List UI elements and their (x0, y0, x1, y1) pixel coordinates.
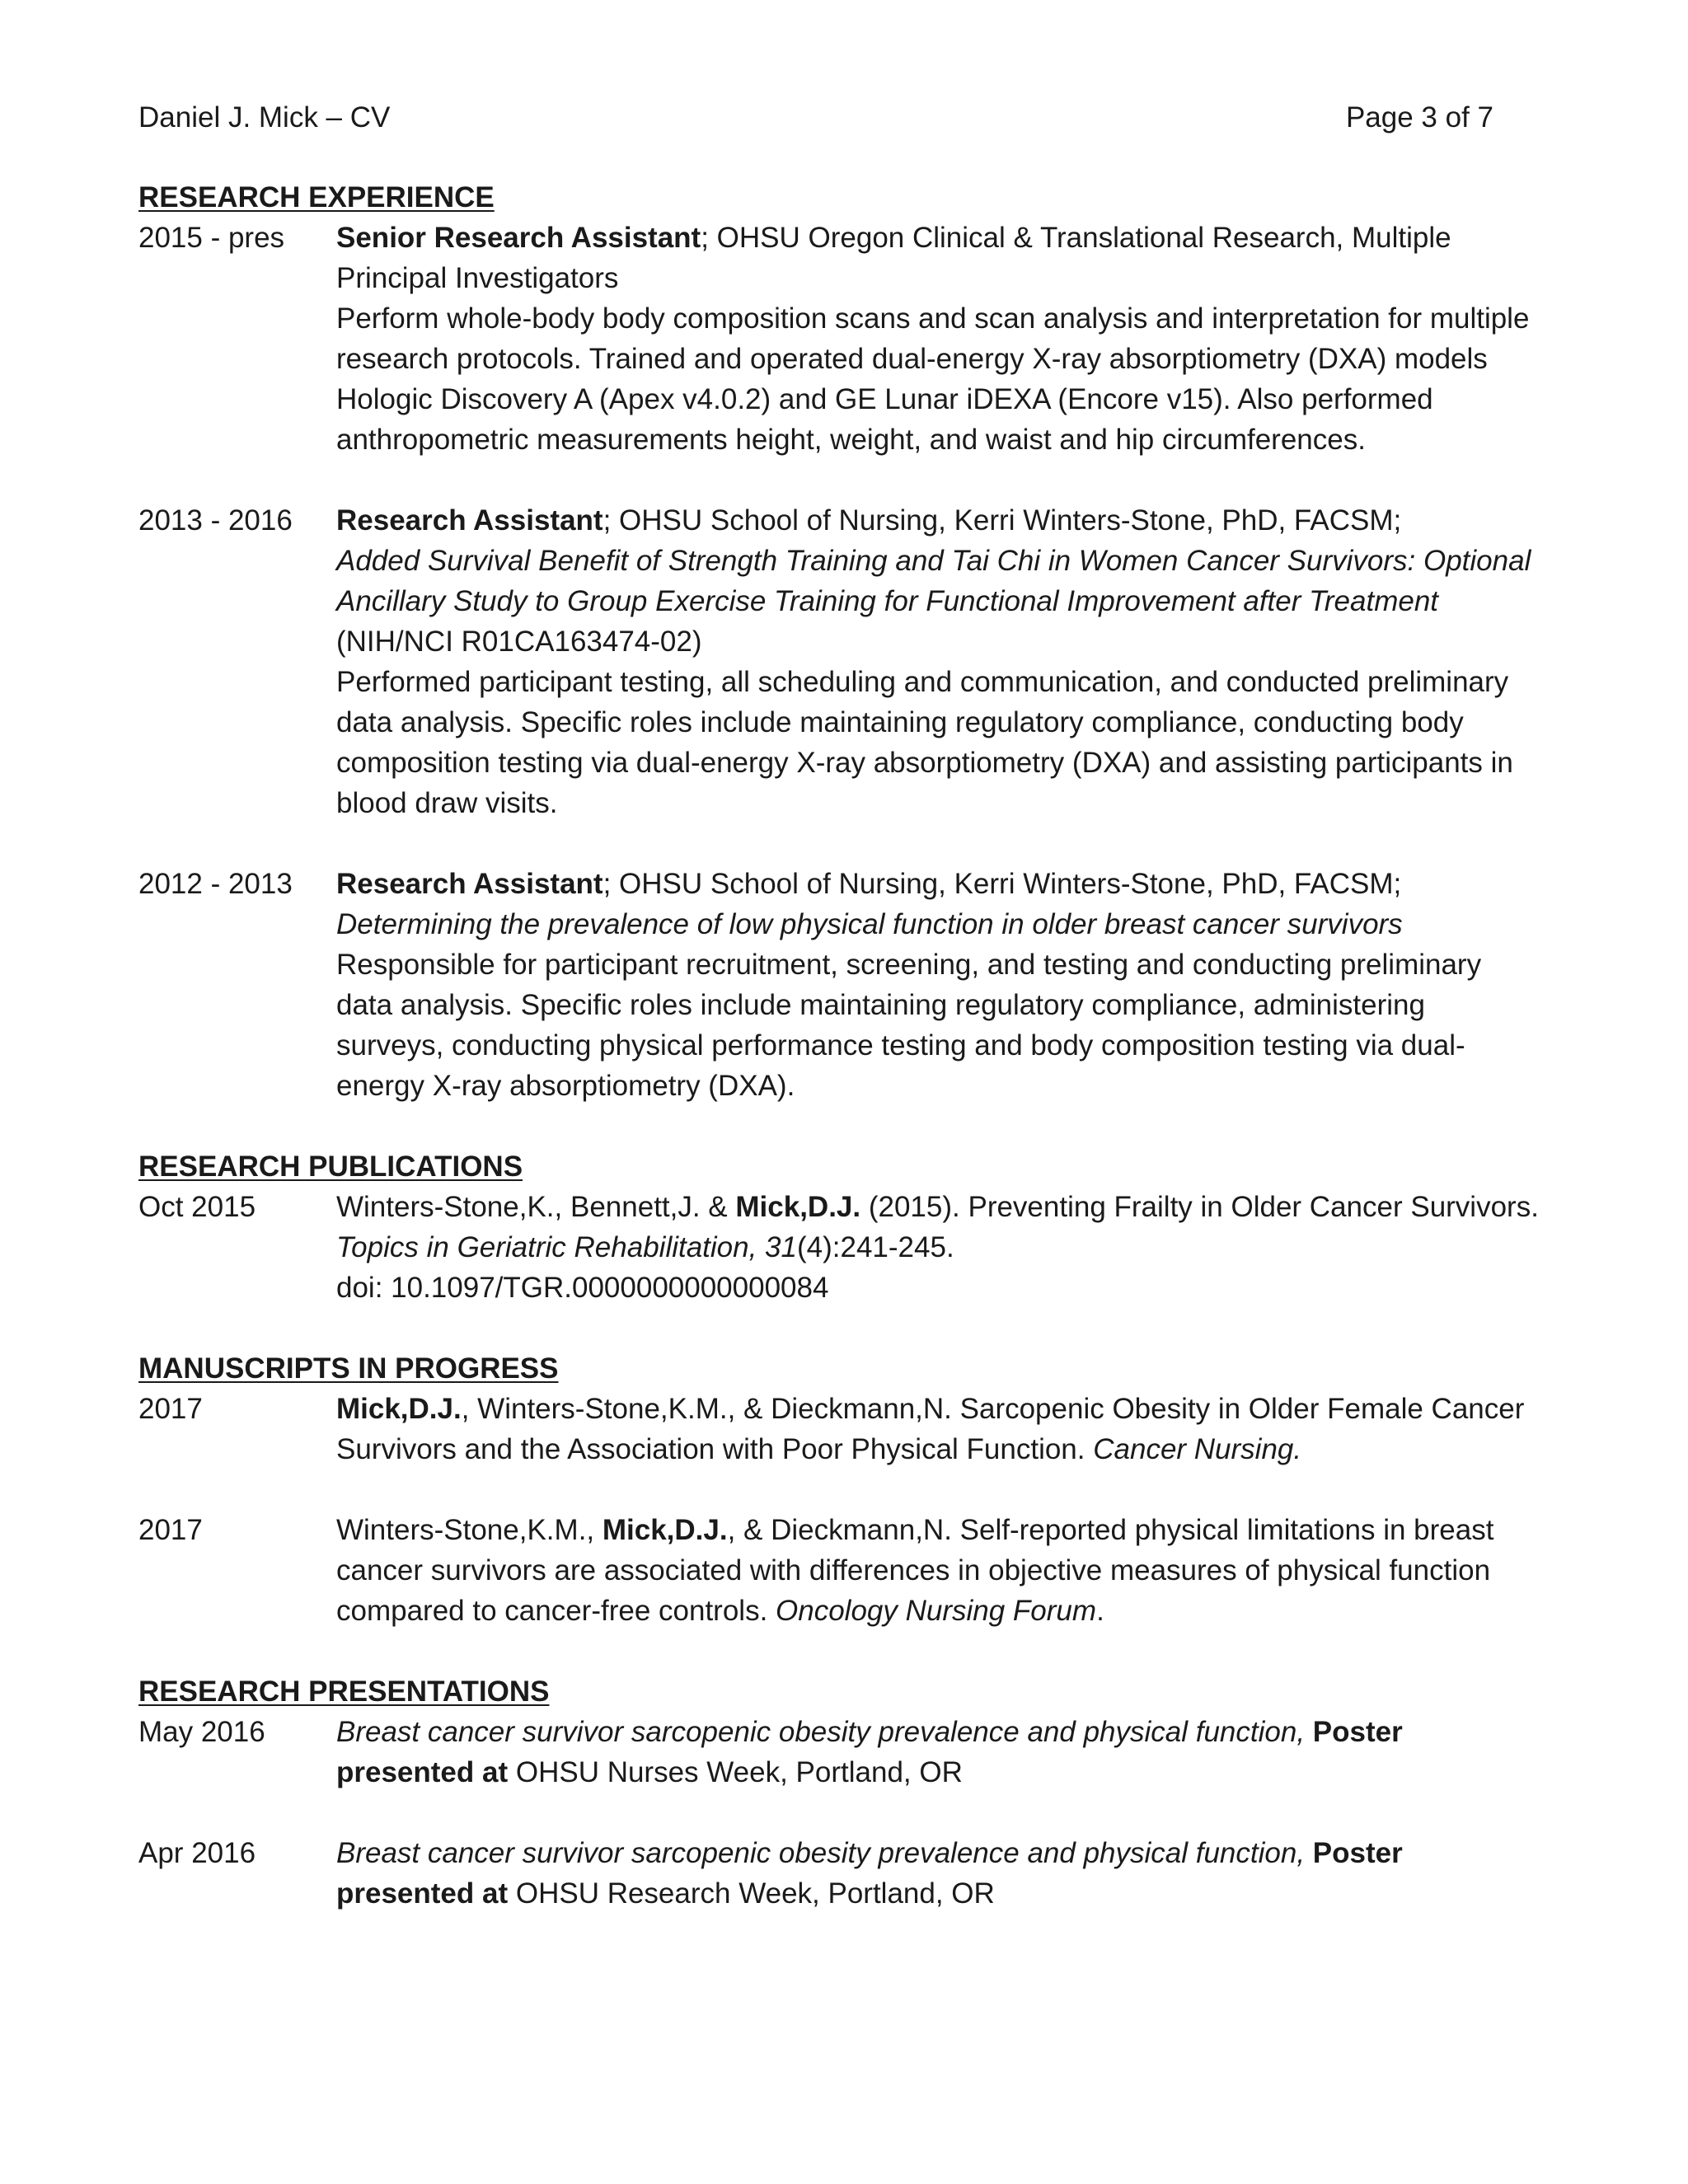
entry-date: 2013 - 2016 (138, 504, 293, 537)
publication-citation (336, 1187, 1540, 1268)
entry-date: Oct 2015 (138, 1191, 256, 1223)
citation-journal: Oncology Nursing Forum (776, 1595, 1097, 1627)
entry-org: ; OHSU School of Nursing, Kerri Winters-Stone, PhD, FACSM; (603, 504, 1402, 537)
entry-body (336, 1389, 1540, 1469)
citation-author-highlight: Mick,D.J. (336, 1393, 462, 1425)
citation-title: , Winters-Stone,K.M., & Dieckmann,N. Sarcopenic Obesity in Older Female Cancer Survivors and the Association with Poor Physical Function. (336, 1393, 1525, 1465)
entry-org: ; OHSU Oregon Clinical & Translational Research, Multiple Principal Investigators (336, 222, 1451, 294)
cv-page (138, 97, 1540, 1914)
section-research-publications (138, 1146, 1540, 1308)
citation-title: , & Dieckmann,N. Self-reported physical limitations in breast cancer survivors are associated with differences in objective measures of physical function compared to cancer-free controls. (336, 1514, 1494, 1627)
section-manuscripts-in-progress (138, 1348, 1540, 1631)
entry-study: Added Survival Benefit of Strength Training and Tai Chi in Women Cancer Survivors: Optional Ancillary Study to Group Exercise Training for Functional Improvement after Treatment (336, 545, 1531, 617)
entry-role-line (336, 500, 1540, 541)
citation-authors: Winters-Stone,K., Bennett,J. & (336, 1191, 736, 1223)
manuscript-citation (336, 1510, 1540, 1631)
entry-grant: (NIH/NCI R01CA163474-02) (336, 626, 702, 658)
entry-body (336, 1833, 1540, 1914)
section-title: RESEARCH PRESENTATIONS (138, 1675, 550, 1708)
presentation-type: Poster presented at (336, 1837, 1403, 1910)
presentation-citation (336, 1833, 1540, 1914)
presentation-venue: OHSU Research Week, Portland, OR (508, 1877, 995, 1910)
entry-body (336, 1510, 1540, 1631)
entry-role-line (336, 864, 1540, 904)
presentation-title: Breast cancer survivor sarcopenic obesity prevalence and physical function, (336, 1837, 1313, 1869)
entry-date: 2012 - 2013 (138, 868, 293, 900)
presentation-venue: OHSU Nurses Week, Portland, OR (508, 1756, 963, 1788)
experience-entry (138, 864, 1540, 1106)
entry-role: Research Assistant (336, 504, 603, 537)
section-title: RESEARCH PUBLICATIONS (138, 1151, 523, 1183)
entry-study-title (336, 904, 1540, 944)
citation-authors: Winters-Stone,K.M., (336, 1514, 603, 1546)
entry-org: ; OHSU School of Nursing, Kerri Winters-Stone, PhD, FACSM; (603, 868, 1402, 900)
entry-body (336, 218, 1540, 460)
entry-study: Determining the prevalence of low physical function in older breast cancer survivors (336, 908, 1403, 940)
section-title: RESEARCH EXPERIENCE (138, 181, 495, 213)
presentation-type: Poster presented at (336, 1716, 1403, 1788)
experience-entry (138, 500, 1540, 823)
entry-description: Perform whole-body body composition scans and scan analysis and interpretation for multiple research protocols. Trained and operated dual-energy X-ray absorptiometry (DXA) models Hologic Discovery A (Apex v4.0.2) and GE Lunar iDEXA (Encore v15). Also performed anthropometric measurements height, weight, and waist and hip circumferences. (336, 302, 1530, 456)
section-research-presentations (138, 1671, 1540, 1914)
entry-date: May 2016 (138, 1716, 265, 1748)
citation-author-highlight: Mick,D.J. (602, 1514, 728, 1546)
entry-body (336, 500, 1540, 823)
section-title: MANUSCRIPTS IN PROGRESS (138, 1352, 559, 1385)
entry-date: 2017 (138, 1514, 203, 1546)
citation-pages: (4):241-245. (797, 1231, 954, 1263)
entry-date: Apr 2016 (138, 1837, 256, 1869)
header-name: Daniel J. Mick – CV (138, 101, 391, 134)
entry-body (336, 1712, 1540, 1793)
entry-body (336, 1187, 1540, 1308)
entry-description: Responsible for participant recruitment, screening, and testing and conducting preliminary data analysis. Specific roles include maintaining regulatory compliance, administering surveys, conducting physical performance testing and body composition testing via dual-energy X-ray absorptiometry (DXA). (336, 949, 1482, 1102)
presentation-entry (138, 1833, 1540, 1914)
citation-end: . (1096, 1595, 1104, 1627)
manuscript-entry (138, 1510, 1540, 1631)
manuscript-citation (336, 1389, 1540, 1469)
manuscript-entry (138, 1389, 1540, 1469)
experience-entry (138, 218, 1540, 460)
citation-journal: Topics in Geriatric Rehabilitation, 31 (336, 1231, 797, 1263)
entry-role: Senior Research Assistant (336, 222, 701, 254)
page-header (138, 97, 1493, 138)
entry-study-title (336, 541, 1540, 621)
entry-date: 2017 (138, 1393, 203, 1425)
citation-doi: doi: 10.1097/TGR.0000000000000084 (336, 1272, 829, 1304)
publication-entry (138, 1187, 1540, 1308)
citation-title: (2015). Preventing Frailty in Older Cancer Survivors. (860, 1191, 1539, 1223)
citation-author-highlight: Mick,D.J. (735, 1191, 861, 1223)
entry-date: 2015 - pres (138, 222, 285, 254)
presentation-entry (138, 1712, 1540, 1793)
presentation-citation (336, 1712, 1540, 1793)
header-page-number: Page 3 of 7 (1345, 101, 1493, 134)
entry-body (336, 864, 1540, 1106)
entry-description: Performed participant testing, all scheduling and communication, and conducted preliminary data analysis. Specific roles include maintaining regulatory compliance, conducting body composition testing via dual-energy X-ray absorptiometry (DXA) and assisting participants in blood draw visits. (336, 666, 1513, 819)
entry-role: Research Assistant (336, 868, 603, 900)
citation-journal: Cancer Nursing. (1093, 1433, 1302, 1465)
section-research-experience (138, 177, 1540, 1106)
presentation-title: Breast cancer survivor sarcopenic obesity prevalence and physical function, (336, 1716, 1313, 1748)
entry-role-line (336, 218, 1540, 298)
